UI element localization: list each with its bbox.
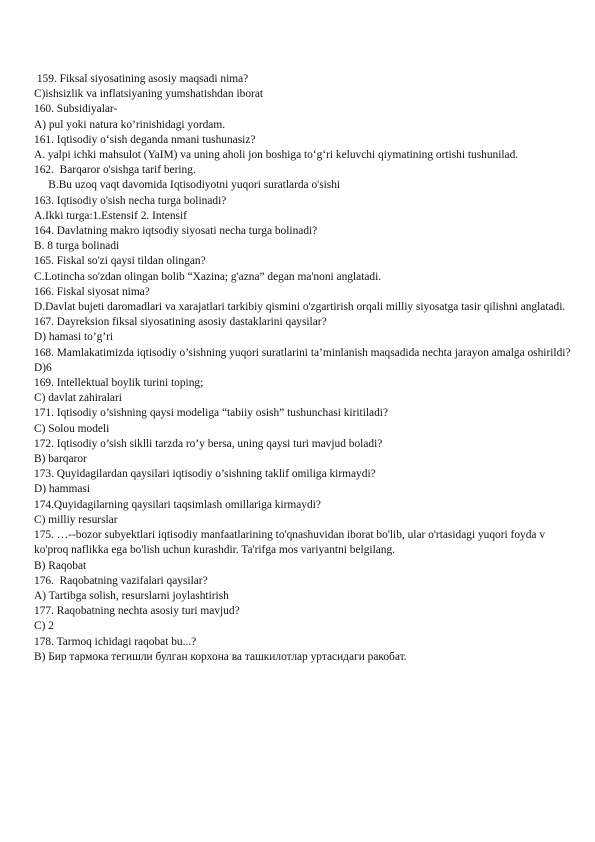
question-169: 169. Intellektual boylik turini toping; <box>34 377 204 390</box>
document-page <box>34 72 574 665</box>
question-162: 162. Barqaror o'sishga tarif bering. <box>34 164 196 177</box>
question-159: 159. Fiksal siyosatining asosiy maqsadi nima? <box>34 73 249 85</box>
question-177: 177. Raqobatning nechta asosiy turi mavjud? <box>34 605 240 618</box>
question-164: 164. Davlatning makro iqtsodiy siyosati necha turga bolinadi? <box>34 225 318 238</box>
answer-166: D.Davlat bujeti daromadlari va xarajatlari tarkibiy qismini o'zgartirish orqali milliy siyosatga tasir qilishni anglatadi. <box>34 301 566 314</box>
question-171: 171. Iqtisodiy o’sishning qaysi modeliga “tabiiy osish” tushunchasi kiritiladi? <box>34 407 389 420</box>
answer-161: A. yalpi ichki mahsulot (YaIM) va uning aholi jon boshiga to‘g‘ri keluvchi qiymatining ortishi tushunilad. <box>34 149 519 162</box>
answer-167: D) hamasi to’g’ri <box>34 331 114 344</box>
answer-162: B.Bu uzoq vaqt davomida Iqtisodiyotni yuqori suratlarda o'sishi <box>34 179 341 192</box>
question-178: 178. Tarmoq ichidagi raqobat bu...? <box>34 635 197 648</box>
question-161: 161. Iqtisodiy o‘sish deganda nmani tushunasiz? <box>34 133 256 146</box>
answer-177: C) 2 <box>34 620 54 633</box>
answer-164: B. 8 turga bolinadi <box>34 240 120 253</box>
question-168: 168. Mamlakatimizda iqtisodiy o’sishning yuqori suratlarini ta’minlanish maqsadida nechta jarayon amalga oshirildi? <box>34 346 571 359</box>
question-176: 176. Raqobatning vazifalari qaysilar? <box>34 574 208 587</box>
answer-172: B) barqaror <box>34 453 87 466</box>
answer-176: A) Tartibga solish, resurslarni joylashtirish <box>34 589 229 602</box>
question-174: 174.Quyidagilarning qaysilari taqsimlash omillariga kirmaydi? <box>34 498 321 511</box>
question-165: 165. Fiskal so'zi qaysi tildan olingan? <box>34 255 206 268</box>
question-173: 173. Quyidagilardan qaysilari iqtisodiy o’sishning taklif omiliga kirmaydi? <box>34 468 376 481</box>
question-167: 167. Dayreksion fiksal siyosatining asosiy dastaklarini qaysilar? <box>34 316 327 329</box>
answer-169: C) davlat zahiralari <box>34 392 122 405</box>
answer-168: D)6 <box>34 361 52 374</box>
answer-174: C) milliy resurslar <box>34 513 118 526</box>
question-172: 172. Iqtisodiy o’sish siklli tarzda ro’y bersa, uning qaysi turi mavjud boladi? <box>34 437 383 450</box>
answer-173: D) hammasi <box>34 483 90 496</box>
answer-175: B) Raqobat <box>34 559 87 572</box>
question-166: 166. Fiskal siyosat nima? <box>34 285 150 298</box>
answer-159: C)ishsizlik va inflatsiyaning yumshatishdan iborat <box>34 88 264 101</box>
question-160: 160. Subsidiyalar- <box>34 103 118 116</box>
answer-165: C.Lotincha so'zdan olingan bolib “Xazina; g'azna” degan ma'noni anglatadi. <box>34 270 382 283</box>
answer-178: B) Бир тармока тегишли булган корхона ва ташкилотлар уртасидаги ракобат. <box>34 650 407 663</box>
answer-163: A.Ikki turga:1.Estensif 2. Intensif <box>34 209 187 222</box>
answer-171: C) Solou modeli <box>34 422 110 435</box>
question-175: 175. …--bozor subyektlari iqtisodiy manfaatlarining to'qnashuvidan iborat bo'lib, ular o'rtasidagi yuqori foyda v ko'proq naflikka ega bo'lish uchun kurashdir. Ta'rifga mos variyantni belgilang. <box>34 529 546 557</box>
answer-160: A) pul yoki natura ko’rinishidagi yordam. <box>34 118 226 131</box>
question-163: 163. Iqtisodiy o'sish necha turga bolinadi? <box>34 194 227 207</box>
